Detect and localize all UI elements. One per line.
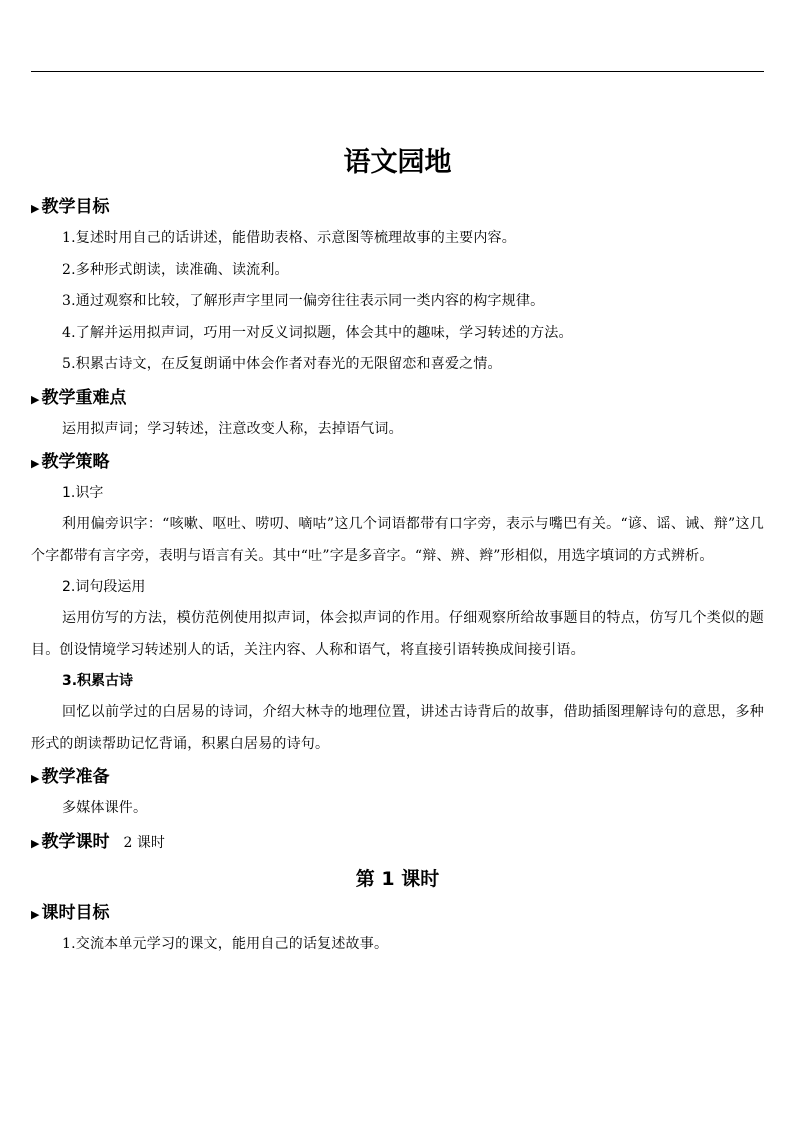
header-rule [31, 71, 764, 72]
section-heading-objectives: ▶ 教学目标 [31, 197, 110, 217]
strategy-usage-text: 运用仿写的方法，模仿范例使用拟声词，体会拟声词的作用。仔细观察所给故事题目的特点，仿写几个类似的题目。创设情境学习转述别人的话，关注内容、人称和语气，将直接引语转换成间接引语。 [31, 610, 764, 658]
section-heading-strategy: ▶ 教学策略 [31, 452, 110, 472]
triangle-bullet-icon: ▶ [31, 202, 40, 215]
objective-item-5: 5.积累古诗文，在反复朗诵中体会作者对春光的无限留恋和喜爱之情。 [62, 356, 502, 372]
objective-item-2: 2.多种形式朗读，读准确、读流利。 [62, 261, 289, 278]
key-points-text: 运用拟声词；学习转述，注意改变人称，去掉语气词。 [62, 420, 403, 437]
objective-item-1: 1.复述时用自己的话讲述，能借助表格、示意图等梳理故事的主要内容。 [62, 230, 516, 246]
objective-item-4: 4.了解并运用拟声词，巧用一对反义词拟题，体会其中的趣味，学习转述的方法。 [62, 324, 573, 341]
triangle-bullet-icon: ▶ [31, 392, 40, 406]
preparation-text: 多媒体课件。 [62, 800, 148, 816]
section-heading-preparation: ▶ 教学准备 [31, 767, 110, 787]
document-body [31, 142, 764, 960]
triangle-bullet-icon: ▶ [31, 907, 40, 921]
strategy-subheading-literacy: 1.识字 [62, 485, 104, 501]
lesson-1-title: 第 1 课时 [355, 867, 440, 890]
document-title: 语文园地 [343, 147, 452, 178]
objective-item-3: 3.通过观察和比较，了解形声字里同一偏旁往往表示同一类内容的构字规律。 [62, 293, 545, 309]
hours-value: 2 课时 [123, 834, 165, 851]
strategy-subheading-poetry: 3.积累古诗 [62, 673, 134, 689]
section-heading-lesson-objectives: ▶ 课时目标 [31, 902, 110, 923]
triangle-bullet-icon: ▶ [31, 836, 40, 850]
triangle-bullet-icon: ▶ [31, 457, 40, 470]
lesson-objective-item-1: 1.交流本单元学习的课文，能用自己的话复述故事。 [62, 935, 389, 952]
strategy-poetry-text: 回忆以前学过的白居易的诗词，介绍大林寺的地理位置，讲述古诗背后的故事，借助插图理解诗句的意思，多种形式的朗读帮助记忆背诵，积累白居易的诗句。 [31, 704, 764, 752]
section-heading-key-points: ▶ 教学重难点 [31, 387, 127, 408]
section-heading-hours: ▶ 教学课时 2 课时 [31, 831, 165, 852]
triangle-bullet-icon: ▶ [31, 772, 40, 785]
strategy-literacy-text: 利用偏旁识字：“咳嗽、呕吐、唠叨、嘀咕”这几个词语都带有口字旁，表示与嘴巴有关。“谚、谣、诫、辩”这几个字都带有言字旁，表明与语言有关。其中“吐”字是多音字。“辩、辨、辫”形相似，用选字填词的方式辨析。 [31, 516, 764, 564]
strategy-subheading-usage: 2.词句段运用 [62, 579, 146, 595]
